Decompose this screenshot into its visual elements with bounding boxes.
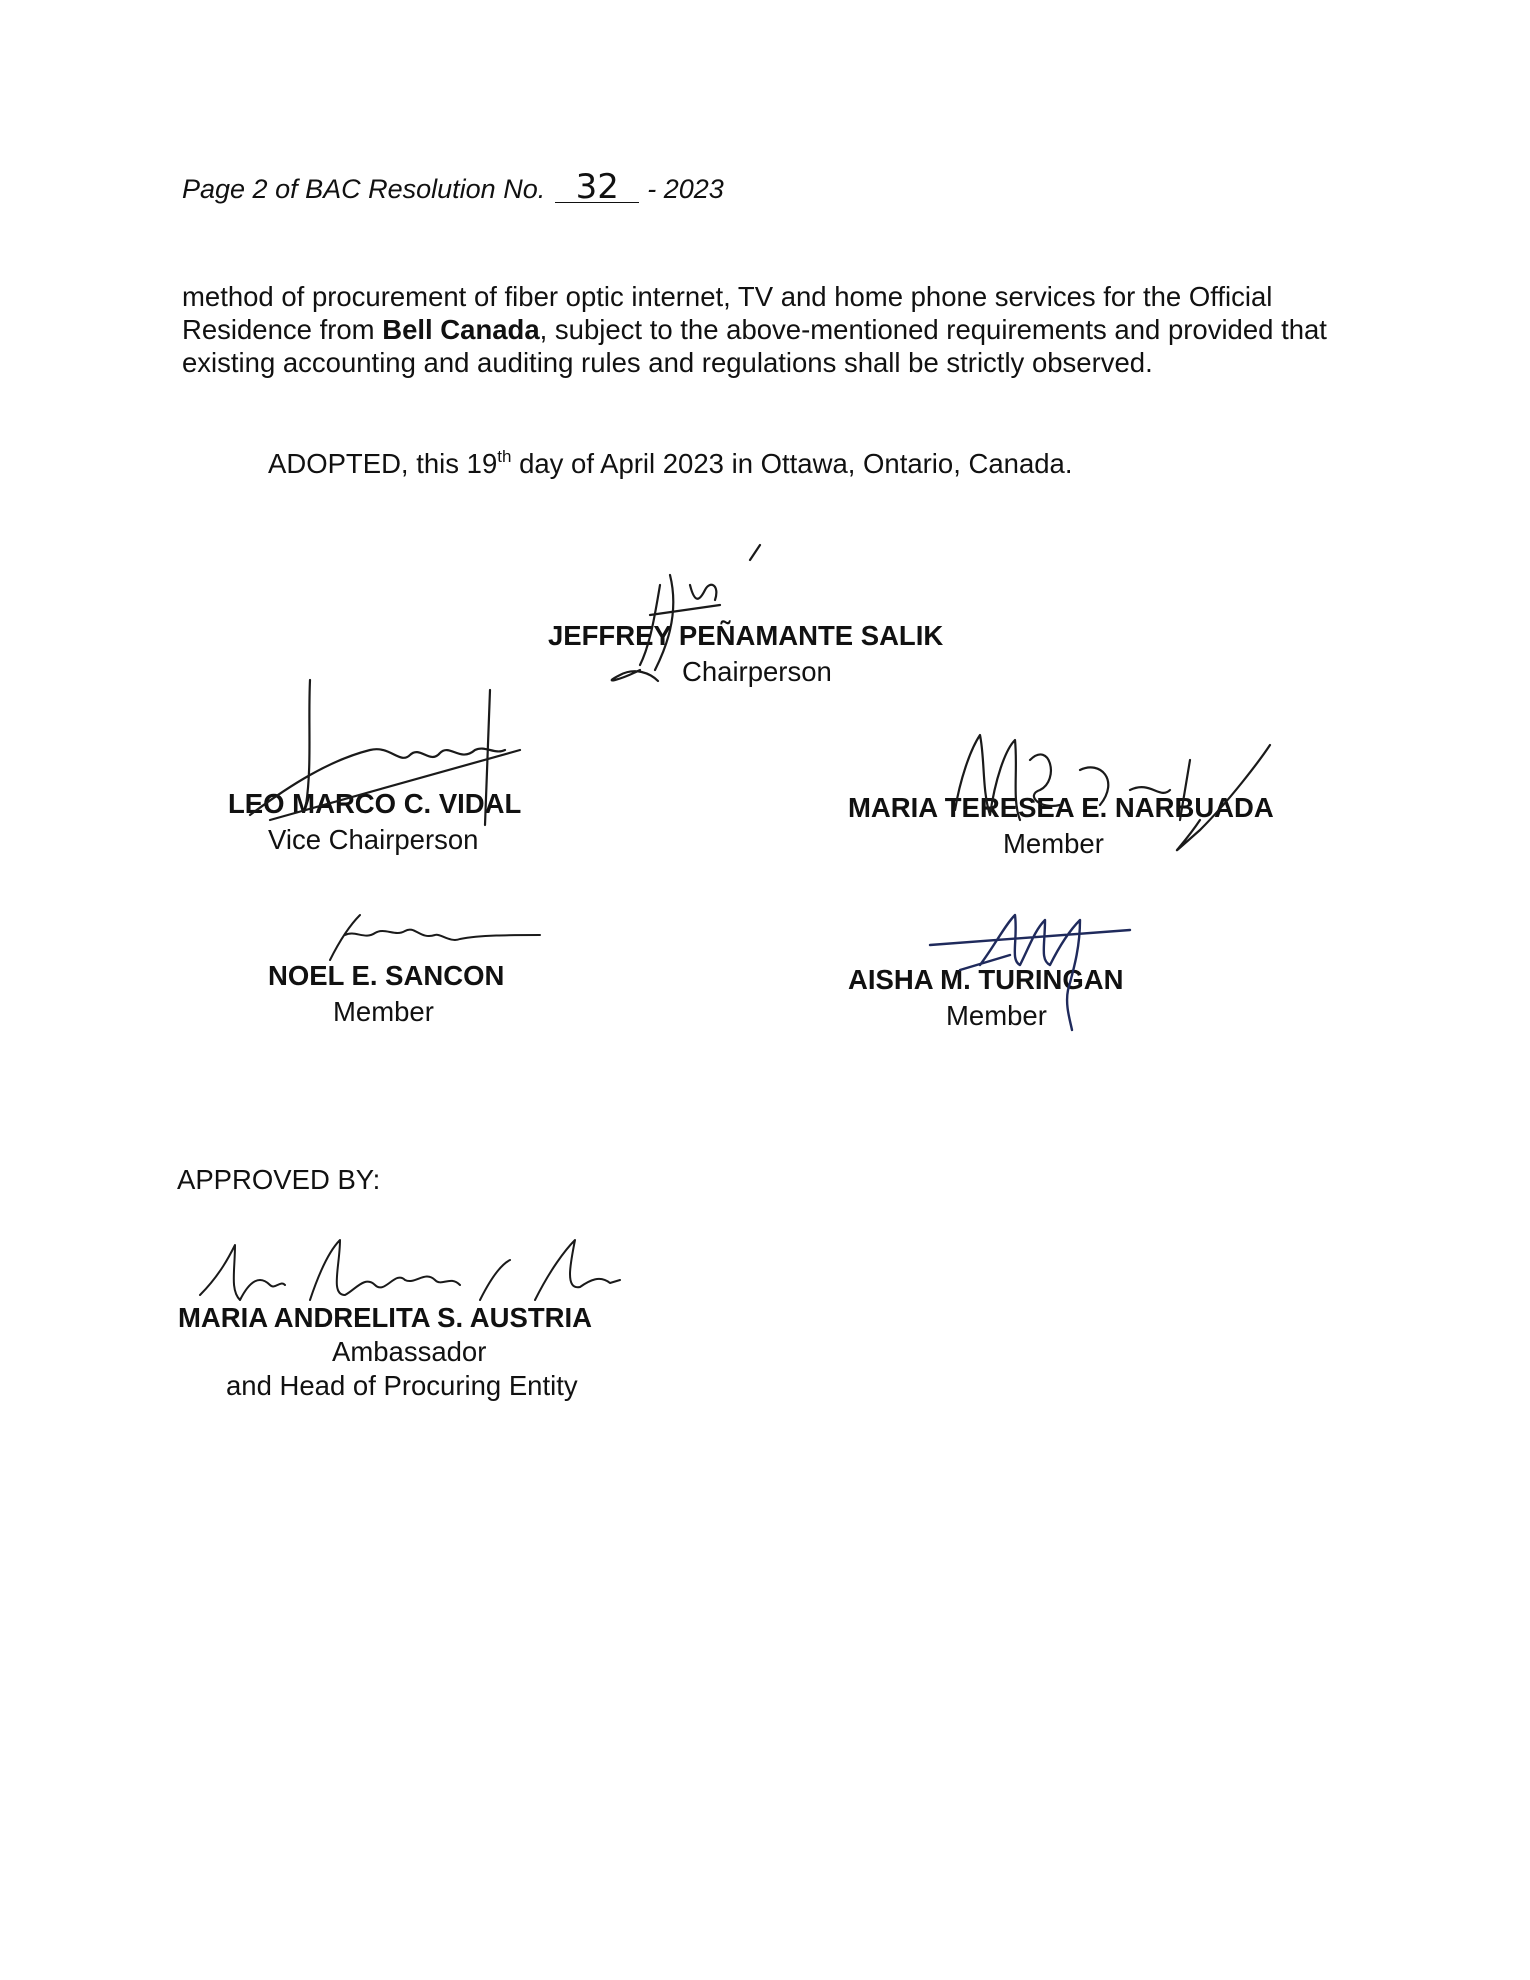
vice-chairperson-signature [230, 675, 530, 845]
chairperson-name: JEFFREY PEÑAMANTE SALIK [548, 620, 944, 651]
approver-signature [180, 1225, 630, 1325]
approver-title-line2: and Head of Procuring Entity [226, 1370, 578, 1401]
adopted-suffix: day of April 2023 in Ottawa, Ontario, Canada. [511, 448, 1073, 479]
body-paragraph [182, 280, 1352, 379]
page-header [182, 167, 724, 207]
chairperson-signature [610, 555, 790, 685]
member-narbuada-name: MARIA TERESEA E. NARBUADA [848, 792, 1274, 823]
header-prefix: Page 2 of BAC Resolution No. [182, 174, 546, 204]
chairperson-title: Chairperson [682, 656, 832, 687]
adopted-prefix: ADOPTED, this 19 [268, 448, 498, 479]
approver-name: MARIA ANDRELITA S. AUSTRIA [178, 1302, 593, 1333]
approver-title-line1: Ambassador [332, 1336, 487, 1367]
member-sancon-title: Member [333, 996, 434, 1027]
body-text-after: , subject to the above-mentioned requirements and provided that existing accounting and auditing rules and regulations shall be strictly observed. [182, 314, 1327, 378]
adopted-statement [268, 448, 1072, 480]
member-turingan-signature [920, 905, 1150, 1035]
vice-chairperson-title: Vice Chairperson [268, 824, 479, 855]
header-suffix: - 2023 [647, 174, 724, 204]
approved-by-label: APPROVED BY: [177, 1164, 381, 1195]
resolution-number: 32 [555, 172, 639, 203]
vice-chairperson-name: LEO MARCO C. VIDAL [228, 788, 522, 819]
body-text-before: method of procurement of fiber optic internet, TV and home phone services for the Official Residence from [182, 281, 1273, 345]
member-sancon-name: NOEL E. SANCON [268, 960, 505, 991]
member-narbuada-signature [900, 720, 1280, 880]
provider-name: Bell Canada [382, 314, 540, 345]
member-turingan-title: Member [946, 1000, 1047, 1031]
member-narbuada-title: Member [1003, 828, 1104, 859]
adopted-superscript: th [497, 447, 512, 466]
member-turingan-name: AISHA M. TURINGAN [848, 964, 1124, 995]
member-sancon-signature [290, 905, 550, 975]
